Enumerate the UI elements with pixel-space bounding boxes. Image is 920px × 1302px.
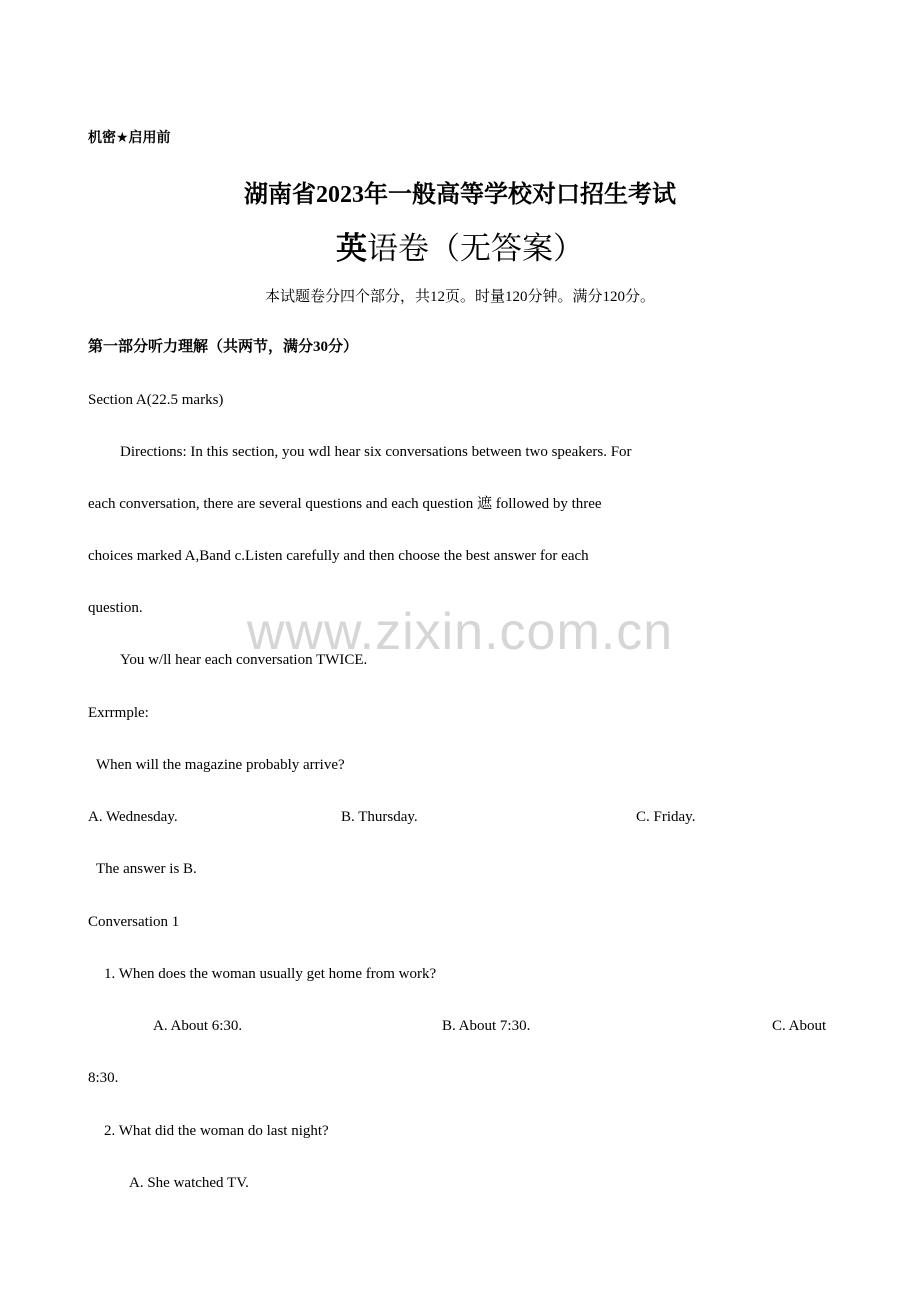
- section-a-heading: Section A(22.5 marks): [88, 392, 224, 408]
- conversation-1-label: Conversation 1: [88, 914, 180, 930]
- example-option-b: B. Thursday.: [341, 809, 418, 825]
- question-1-option-b: B. About 7:30.: [442, 1018, 531, 1034]
- twice-note: You w/ll hear each conversation TWICE.: [120, 652, 368, 668]
- paper-title-rest: 语卷（无答案）: [367, 231, 584, 266]
- question-1-option-a: A. About 6:30.: [153, 1018, 243, 1034]
- example-option-c: C. Friday.: [636, 809, 696, 825]
- example-question: When will the magazine probably arrive?: [96, 757, 345, 773]
- question-2: 2. What did the woman do last night?: [104, 1123, 329, 1139]
- directions-line-4: question.: [88, 600, 143, 616]
- question-1: 1. When does the woman usually get home from work?: [104, 966, 437, 982]
- paper-title: [0, 223, 920, 268]
- question-2-option-a: A. She watched TV.: [129, 1175, 249, 1191]
- directions-line-2: each conversation, there are several questions and each question 遮 followed by three: [88, 496, 602, 512]
- exam-info: 本试题卷分四个部分，共12页。时量120分钟。满分120分。: [264, 289, 655, 305]
- confidential-mark: 机密★启用前: [88, 130, 171, 146]
- exam-title: 湖南省2023年一般高等学校对口招生考试: [244, 182, 676, 208]
- watermark: www.zixin.com.cn: [246, 603, 674, 661]
- directions-line-3: choices marked A,Band c.Listen carefully and then choose the best answer for each: [88, 548, 589, 564]
- question-1-option-c-continued: 8:30.: [88, 1070, 119, 1086]
- directions-line-1: Directions: In this section, you wdl hear six conversations between two speakers. For: [120, 444, 632, 460]
- example-label: Exrrmple:: [88, 705, 149, 721]
- paper-title-bold-char: 英: [336, 231, 367, 266]
- question-1-option-c: C. About: [772, 1018, 827, 1034]
- example-answer: The answer is B.: [96, 861, 197, 877]
- part1-heading: 第一部分听力理解（共两节，满分30分）: [88, 339, 359, 355]
- example-option-a: A. Wednesday.: [88, 809, 178, 825]
